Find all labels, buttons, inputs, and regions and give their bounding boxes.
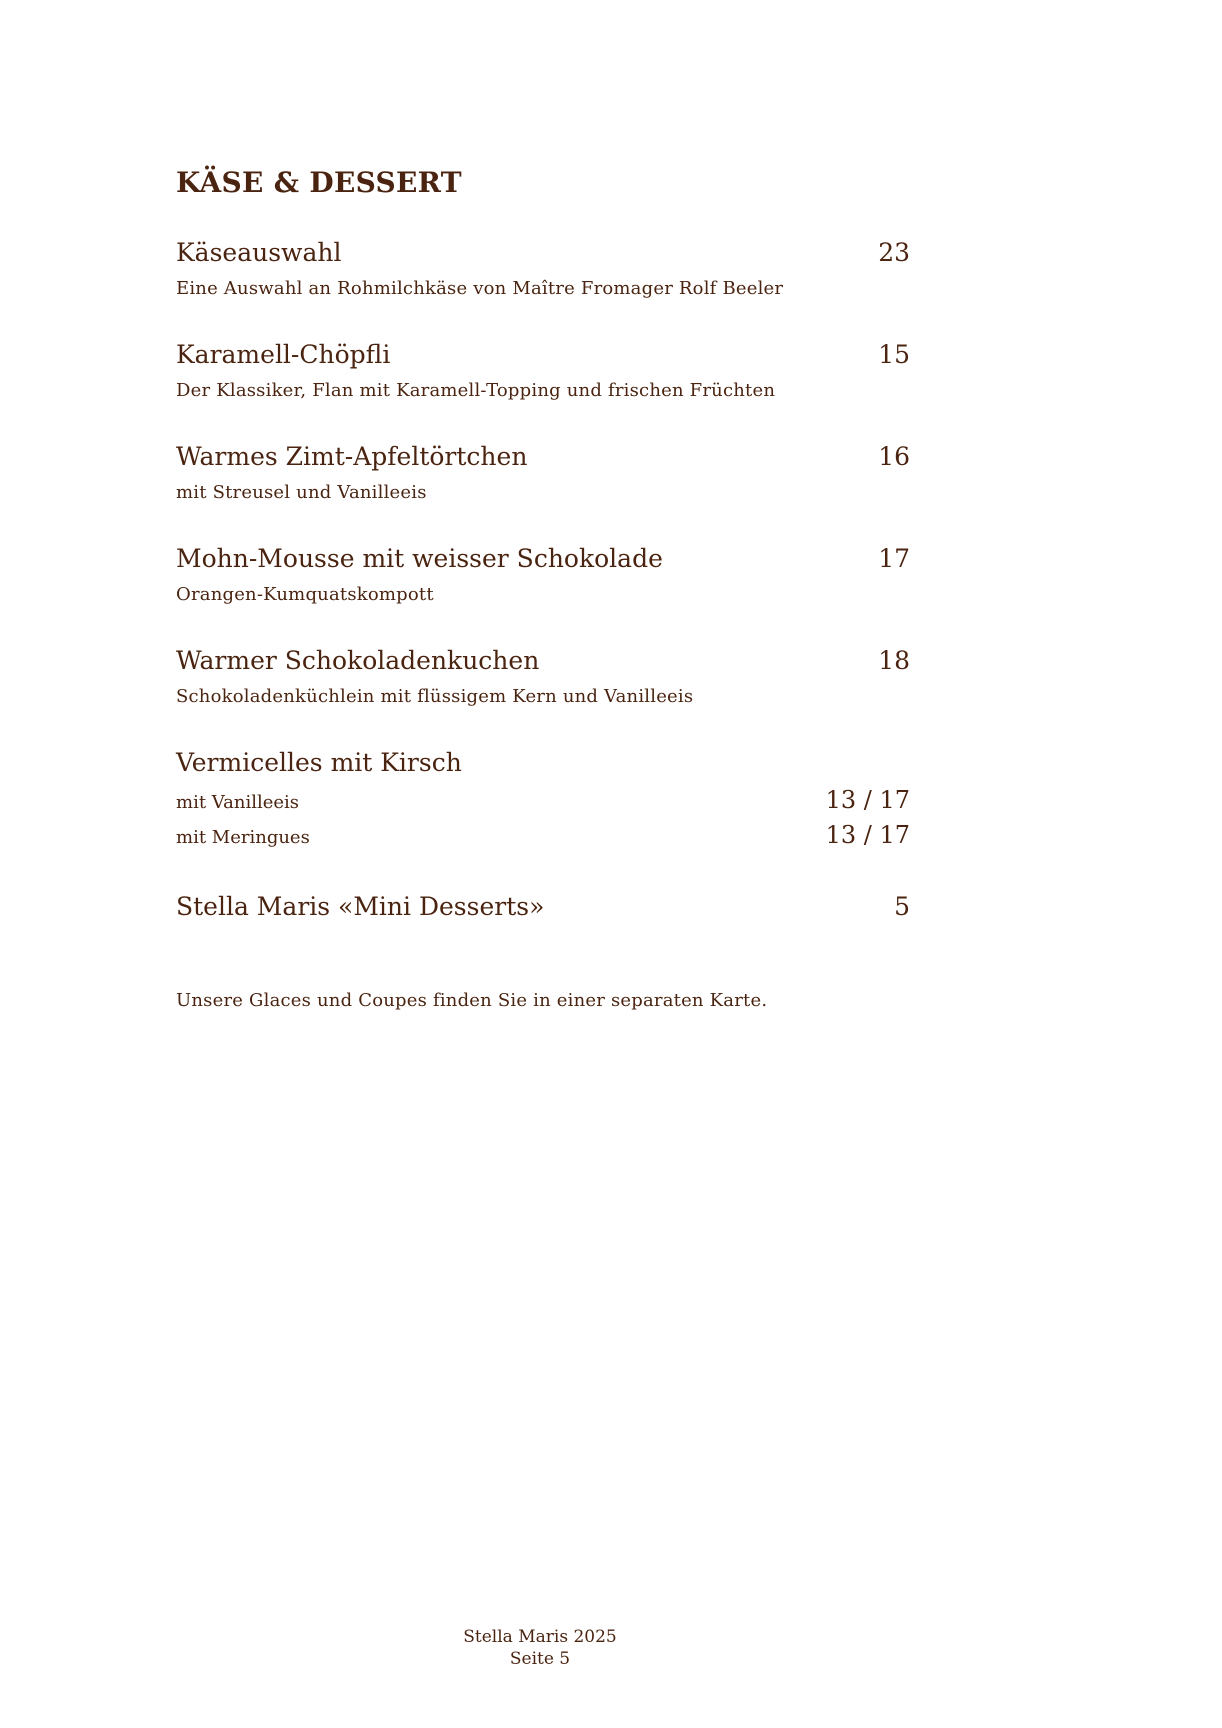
item-price: 23: [878, 238, 910, 267]
menu-item-mini-desserts: [176, 892, 910, 921]
footer-page-number: Seite 5: [509, 1649, 571, 1669]
menu-item-mohn-mousse: [176, 544, 910, 573]
option-price: 13 / 17: [825, 821, 910, 849]
section-title: KÄSE & DESSERT: [176, 166, 462, 199]
item-name: Karamell-Chöpfli: [176, 340, 391, 369]
item-name: Warmer Schokoladenkuchen: [176, 646, 540, 675]
item-description: mit Streusel und Vanilleeis: [176, 482, 427, 503]
menu-item-karamell-choepfli: [176, 340, 910, 369]
item-name: Warmes Zimt-Apfeltörtchen: [176, 442, 528, 471]
menu-item-schokoladenkuchen: [176, 646, 910, 675]
item-price: 17: [878, 544, 910, 573]
option-label: mit Meringues: [176, 827, 310, 848]
item-name: Vermicelles mit Kirsch: [176, 748, 462, 777]
vermicelles-option: [176, 786, 910, 814]
menu-item-zimt-apfeltoertchen: [176, 442, 910, 471]
item-price: 18: [878, 646, 910, 675]
option-price: 13 / 17: [825, 786, 910, 814]
item-price: 5: [894, 892, 910, 921]
menu-item-kaeseauswahl: [176, 238, 910, 267]
option-label: mit Vanilleeis: [176, 792, 300, 813]
item-description: Der Klassiker, Flan mit Karamell-Topping und frischen Früchten: [176, 380, 776, 401]
menu-item-vermicelles: [176, 748, 910, 777]
item-price: 15: [878, 340, 910, 369]
item-name: Mohn-Mousse mit weisser Schokolade: [176, 544, 663, 573]
footer-brand: Stella Maris 2025: [463, 1627, 617, 1647]
item-description: Schokoladenküchlein mit flüssigem Kern und Vanilleeis: [176, 686, 694, 707]
item-name: Stella Maris «Mini Desserts»: [176, 892, 545, 921]
item-description: Eine Auswahl an Rohmilchkäse von Maître Fromager Rolf Beeler: [176, 278, 784, 299]
separate-card-note: Unsere Glaces und Coupes finden Sie in einer separaten Karte.: [176, 990, 768, 1011]
item-description: Orangen-Kumquatskompott: [176, 584, 434, 605]
item-price: 16: [878, 442, 910, 471]
vermicelles-option: [176, 821, 910, 849]
item-name: Käseauswahl: [176, 238, 342, 267]
